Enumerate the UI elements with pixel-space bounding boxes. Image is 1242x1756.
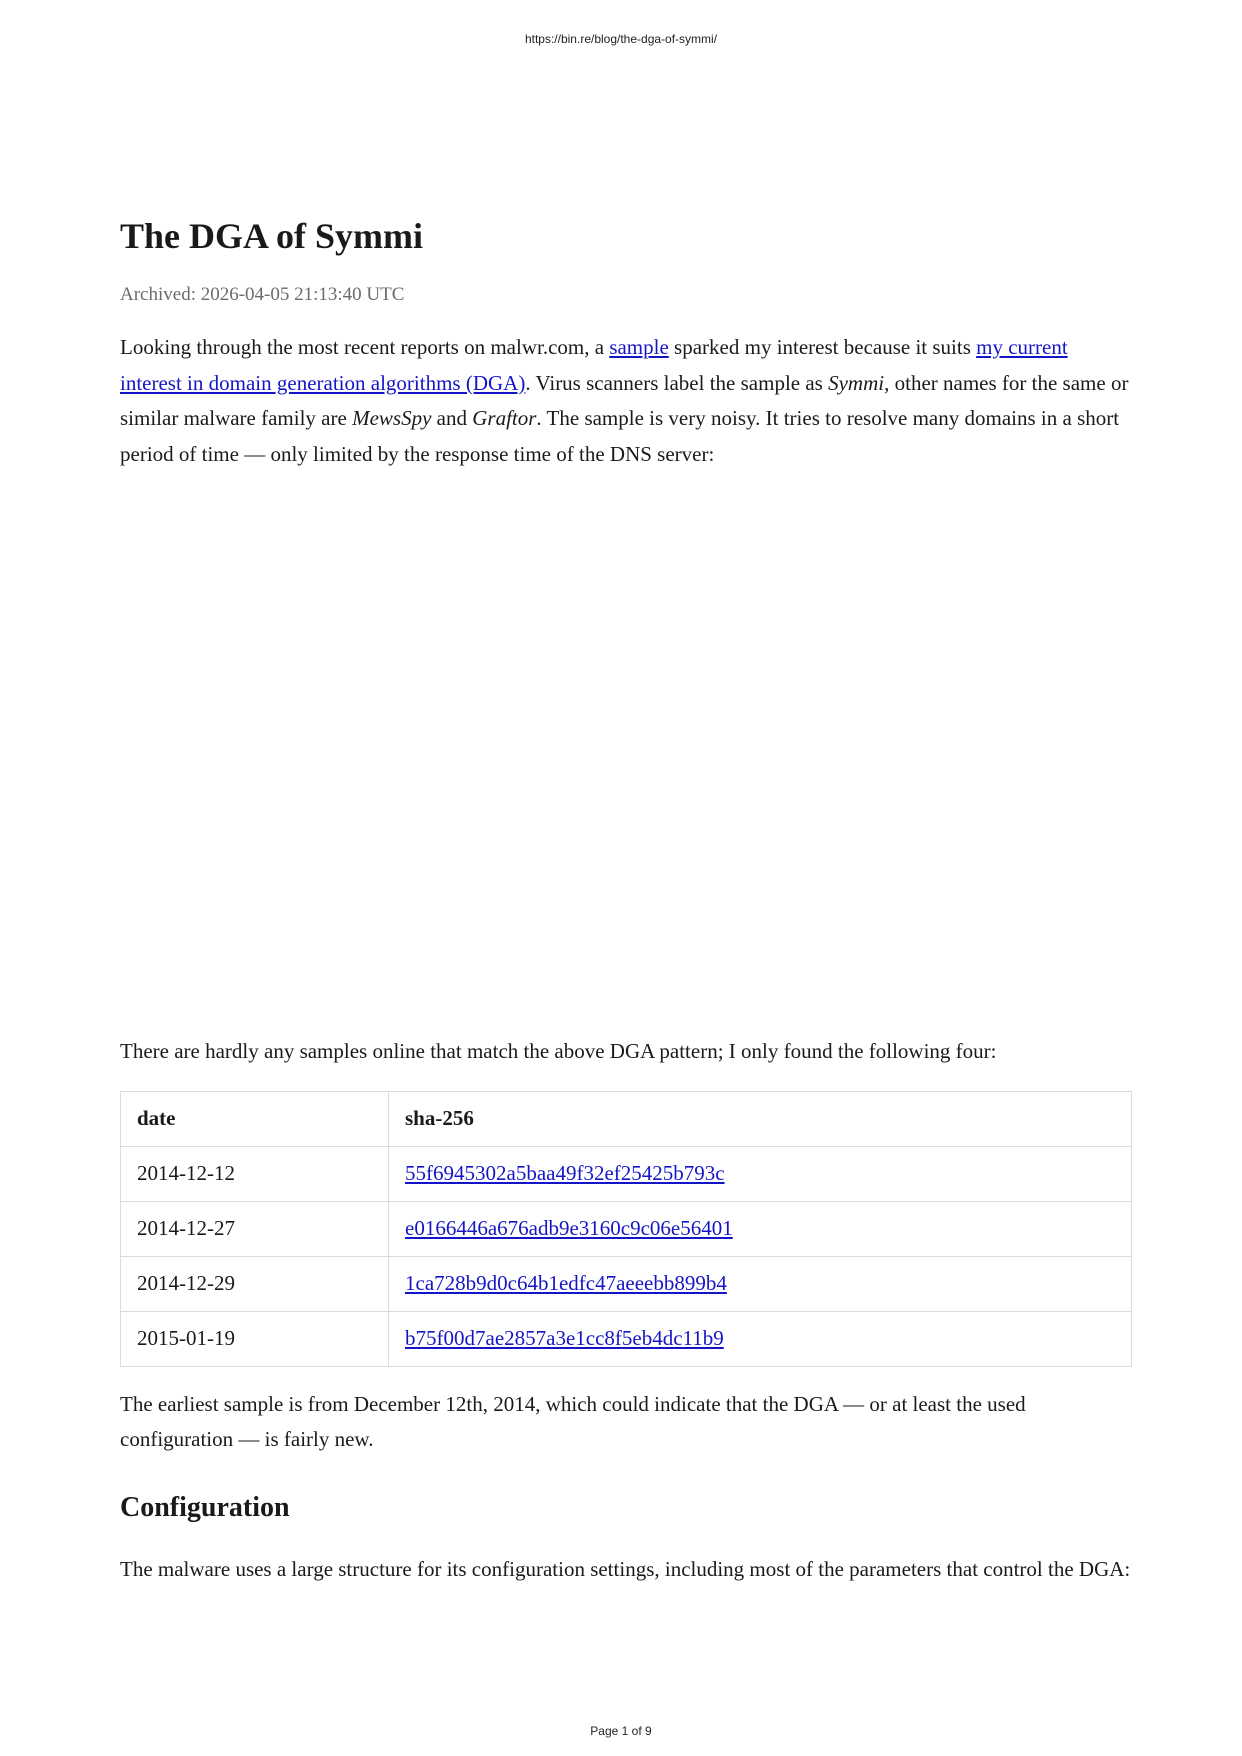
intro-text-1: Looking through the most recent reports on malwr.com, a — [120, 335, 610, 359]
samples-intro-paragraph: There are hardly any samples online that match the above DGA pattern; I only found the following four: — [120, 1039, 997, 1063]
intro-text-3: . Virus scanners label the sample as — [525, 370, 829, 395]
table-row — [121, 1311, 1132, 1366]
blank-media-area — [120, 472, 1132, 1034]
hash-link[interactable]: b75f00d7ae2857a3e1cc8f5eb4dc11b9 — [405, 1326, 724, 1350]
intro-text-6: . The sample is very noisy. It tries to resolve many domains in a short period of time — only limited by the response time of the DNS server: — [120, 406, 1120, 466]
configuration-heading: Configuration — [120, 1491, 290, 1523]
row-hash-cell — [389, 1146, 1132, 1201]
header-date: date — [121, 1091, 389, 1146]
row-date: 2014-12-29 — [121, 1256, 389, 1311]
table-header-row — [121, 1091, 1132, 1146]
row-date: 2014-12-12 — [121, 1146, 389, 1201]
mewsspy-name: MewsSpy — [352, 406, 432, 430]
dga-interest-link[interactable]: my current interest in domain generation algorithms (DGA) — [120, 335, 1068, 395]
earliest-sample-paragraph: The earliest sample is from December 12th, 2014, which could indicate that the DGA — or at least the used configuration — is fairly new. — [120, 1391, 1026, 1451]
hash-link[interactable]: e0166446a676adb9e3160c9c06e56401 — [405, 1216, 733, 1240]
page-number: Page 1 of 9 — [590, 1724, 652, 1738]
intro-paragraph — [120, 330, 1132, 472]
configuration-paragraph: The malware uses a large structure for its configuration settings, including most of the parameters that control the DGA: — [120, 1556, 1131, 1581]
intro-text-4: , other names for the same or similar malware family are — [120, 370, 1129, 430]
symmi-name: Symmi — [828, 370, 885, 395]
row-hash-cell — [389, 1201, 1132, 1256]
row-date: 2015-01-19 — [121, 1311, 389, 1366]
archived-timestamp: Archived: 2026-04-05 21:13:40 UTC — [120, 284, 405, 305]
article — [120, 212, 1132, 1587]
samples-table — [120, 1091, 1132, 1367]
header-sha256: sha-256 — [389, 1091, 1132, 1146]
intro-text-2: sparked my interest because it suits — [668, 335, 977, 359]
row-hash-cell — [389, 1311, 1132, 1366]
intro-text-5: and — [431, 406, 473, 430]
article-title: The DGA of Symmi — [120, 216, 424, 256]
table-row — [121, 1256, 1132, 1311]
hash-link[interactable]: 1ca728b9d0c64b1edfc47aeeebb899b4 — [405, 1271, 727, 1295]
page-url-header: https://bin.re/blog/the-dga-of-symmi/ — [524, 32, 718, 46]
row-hash-cell — [389, 1256, 1132, 1311]
table-row — [121, 1201, 1132, 1256]
hash-link[interactable]: 55f6945302a5baa49f32ef25425b793c — [405, 1161, 725, 1185]
graftor-name: Graftor — [472, 406, 537, 430]
sample-link[interactable]: sample — [609, 335, 669, 359]
row-date: 2014-12-27 — [121, 1201, 389, 1256]
table-row — [121, 1146, 1132, 1201]
